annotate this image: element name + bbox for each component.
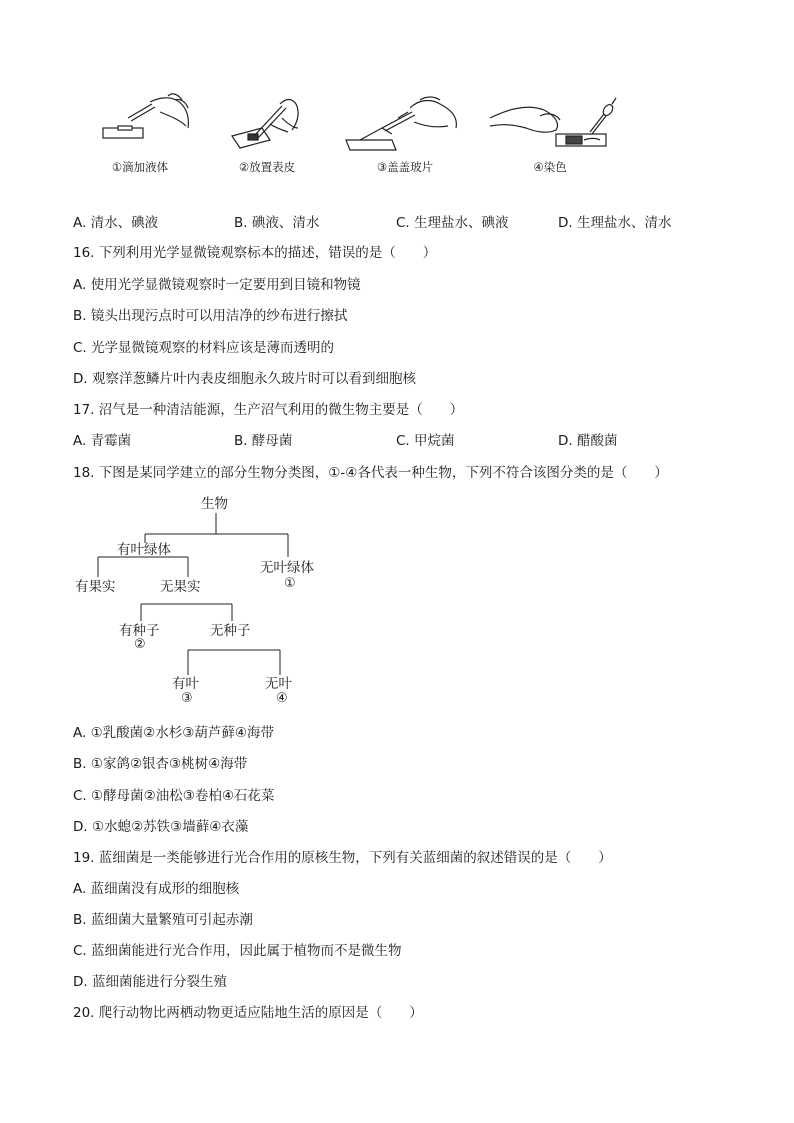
- q19-option-d: D. 蓝细菌能进行分裂生殖: [73, 974, 227, 990]
- figure-caption-4: ④染色: [533, 160, 567, 174]
- tree-node-has-leaf: 有叶: [172, 676, 199, 692]
- q16-option-a: A. 使用光学显微镜观察时一定要用到目镜和物镜: [73, 277, 361, 293]
- tree-node-no-seed: 无种子: [210, 623, 251, 639]
- q18-stem: 18. 下图是某同学建立的部分生物分类图，①-④各代表一种生物，下列不符合该图分类的是（ ）: [73, 465, 668, 481]
- q17-option-c: C. 甲烷菌: [396, 433, 455, 449]
- q15-option-d: D. 生理盐水、清水: [558, 215, 672, 231]
- tree-marker-3: ③: [181, 691, 193, 706]
- tree-marker-4: ④: [276, 691, 288, 706]
- q17-option-d: D. 醋酸菌: [558, 433, 618, 449]
- q18-option-b: B. ①家鸽②银杏③桃树④海带: [73, 756, 248, 772]
- q19-option-a: A. 蓝细菌没有成形的细胞核: [73, 881, 240, 897]
- q15-option-b: B. 碘液、清水: [234, 215, 320, 231]
- q17-option-b: B. 酵母菌: [234, 433, 293, 449]
- dropper-on-slide-icon: [103, 94, 188, 138]
- tree-marker-1: ①: [284, 576, 296, 591]
- tree-node-has-chloroplast: 有叶绿体: [117, 542, 171, 558]
- q19-option-b: B. 蓝细菌大量繁殖可引起赤潮: [73, 912, 253, 928]
- q18-option-a: A. ①乳酸菌②水杉③葫芦藓④海带: [73, 725, 274, 741]
- figure-caption-1: ①滴加液体: [111, 160, 169, 174]
- q16-option-c: C. 光学显微镜观察的材料应该是薄而透明的: [73, 340, 335, 356]
- tree-node-no-chloroplast: 无叶绿体: [260, 560, 314, 576]
- tree-node-has-fruit: 有果实: [75, 579, 116, 595]
- q16-stem: 16. 下列利用光学显微镜观察标本的描述，错误的是（ ）: [73, 245, 437, 261]
- q20-stem: 20. 爬行动物比两栖动物更适应陆地生活的原因是（ ）: [73, 1005, 423, 1021]
- tweezers-coverslip-icon: [346, 97, 456, 150]
- q17-stem: 17. 沼气是一种清洁能源，生产沼气利用的微生物主要是（ ）: [73, 402, 464, 418]
- tree-node-no-leaf: 无叶: [265, 676, 292, 692]
- q18-option-d: D. ①水螅②苏铁③墙藓④衣藻: [73, 819, 249, 835]
- dropper-stain-icon: [490, 98, 616, 146]
- q18-option-c: C. ①酵母菌②油松③卷柏④石花菜: [73, 788, 275, 804]
- q16-option-b: B. 镜头出现污点时可以用洁净的纱布进行擦拭: [73, 308, 348, 324]
- figure-caption-3: ③盖盖玻片: [376, 160, 434, 174]
- tree-root-label: 生物: [201, 496, 228, 512]
- tweezers-place-icon: [232, 100, 298, 149]
- q19-option-c: C. 蓝细菌能进行光合作用，因此属于植物而不是微生物: [73, 943, 402, 959]
- figure-caption-2: ②放置表皮: [238, 160, 296, 174]
- tree-marker-2: ②: [134, 637, 146, 652]
- tree-node-no-fruit: 无果实: [160, 579, 201, 595]
- q15-option-a: A. 清水、碘液: [73, 215, 159, 231]
- q15-option-c: C. 生理盐水、碘液: [396, 215, 509, 231]
- q16-option-d: D. 观察洋葱鳞片叶内表皮细胞永久玻片时可以看到细胞核: [73, 371, 416, 387]
- q17-option-a: A. 青霉菌: [73, 433, 132, 449]
- q19-stem: 19. 蓝细菌是一类能够进行光合作用的原核生物，下列有关蓝细菌的叙述错误的是（ ）: [73, 850, 612, 866]
- tree-node-has-seed: 有种子: [119, 623, 160, 639]
